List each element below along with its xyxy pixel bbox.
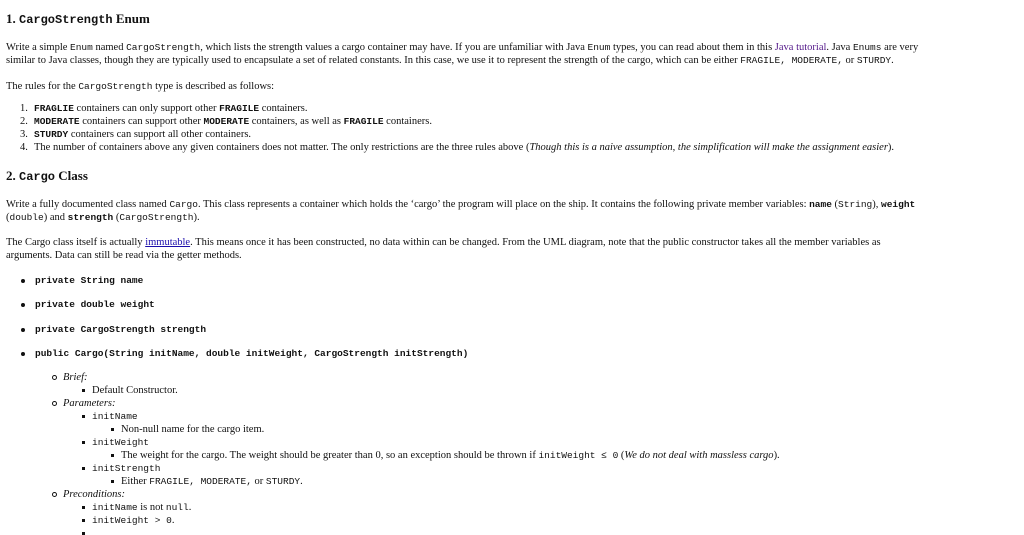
text: ( <box>831 199 839 210</box>
rule-item <box>0 102 1020 115</box>
text: The weight for the cargo. The weight should be greater than 0, so an exception should be thrown if <box>121 450 539 461</box>
text: Non-null name for the cargo item. <box>121 424 265 435</box>
bullet-icon <box>21 352 25 356</box>
bullet-icon <box>21 279 25 283</box>
section-2-heading <box>6 168 88 185</box>
bullet-icon <box>21 328 25 332</box>
text: . Java <box>826 42 853 53</box>
rule-item <box>0 128 1020 141</box>
section-2-title-code: Cargo <box>19 170 56 184</box>
text: arguments. Data can still be read via the getter methods. <box>6 250 242 261</box>
code: CargoStrength <box>126 42 201 53</box>
section-2-intro-paragraph <box>6 198 1016 224</box>
square-bullet-icon <box>82 467 85 470</box>
code: Cargo <box>169 199 198 210</box>
code: initWeight ≤ 0 <box>538 450 619 461</box>
text: type is described as follows: <box>152 81 275 92</box>
text: . <box>171 515 175 526</box>
param-name: initWeight <box>92 437 150 448</box>
text: is not <box>137 502 166 513</box>
rules-list <box>0 102 1020 154</box>
text: named <box>92 42 127 53</box>
code: FRAGLIE <box>34 103 74 114</box>
rule-item <box>0 141 1020 154</box>
text: ) and <box>43 212 68 223</box>
immutable-link[interactable]: immutable <box>145 237 191 248</box>
text: The Cargo class itself is actually <box>6 237 146 248</box>
text: similar to Java classes, though they are typically used to encapsulate a set of related constants. In this case, we use it to represent the strength of the cargo, which can be either <box>6 55 741 66</box>
italic-text: Though this is a naive assumption, the simplification will make the assignment easier <box>529 142 888 153</box>
section-2-title-word: Class <box>58 168 88 183</box>
code: Enum <box>587 42 611 53</box>
text: or <box>251 476 266 487</box>
text: or <box>842 55 857 66</box>
section-1-title-word: Enum <box>115 11 150 26</box>
code: initWeight > 0 <box>92 515 172 526</box>
code: Enum <box>70 42 93 53</box>
brief-text: Default Constructor. <box>92 385 178 396</box>
text: , which lists the strength values a cargo container may have. If you are unfamiliar with Java <box>200 42 588 53</box>
text: The number of containers above any given containers does not matter. The only restrictions are the three rules above ( <box>34 142 530 153</box>
brief-label: Brief: <box>63 372 88 383</box>
member-signature: private String name <box>35 275 144 286</box>
square-bullet-icon <box>111 480 114 483</box>
code: STURDY <box>856 55 892 66</box>
circle-bullet-icon <box>52 375 57 380</box>
text: . <box>300 476 303 487</box>
text: ( <box>113 212 120 223</box>
text: are very <box>881 42 919 53</box>
code: FRAGILE, MODERATE, <box>149 476 252 487</box>
text: containers. <box>259 103 308 114</box>
text: types, you can read about them in this <box>610 42 775 53</box>
square-bullet-icon <box>82 415 85 418</box>
text: . <box>188 502 192 513</box>
code: Enums <box>852 42 882 53</box>
code: name <box>809 199 832 210</box>
code: MODERATE <box>203 116 250 127</box>
text: containers. <box>383 116 432 127</box>
code: FRAGILE, MODERATE, <box>740 55 843 66</box>
section-1-intro-paragraph <box>6 41 1016 67</box>
italic-text: We do not deal with massless cargo <box>624 450 774 461</box>
text: containers can support other <box>79 116 204 127</box>
text: ( <box>6 212 10 223</box>
square-bullet-icon <box>82 506 85 509</box>
circle-bullet-icon <box>52 492 57 497</box>
text: containers can support all other containers. <box>68 129 252 140</box>
list-number: 3. <box>20 129 28 140</box>
code: MODERATE <box>34 116 80 127</box>
rule-item <box>0 115 1020 128</box>
section-2-number: 2. <box>6 168 16 183</box>
member-signature: private CargoStrength strength <box>35 324 207 335</box>
text: ). <box>193 212 200 223</box>
text: ), <box>872 199 882 210</box>
text: . This class represents a container which holds the ‘cargo’ the program will place on the ship. It contains the following private member variables: <box>197 199 810 210</box>
code: initName <box>92 502 138 513</box>
parameters-label: Parameters: <box>63 398 116 409</box>
list-number: 4. <box>20 142 28 153</box>
list-number: 2. <box>20 116 28 127</box>
code: FRAGILE <box>219 103 260 114</box>
member-signature: public Cargo(String initName, double initWeight, CargoStrength initStrength) <box>35 348 469 359</box>
section-1-title-code: CargoStrength <box>19 13 113 27</box>
square-bullet-icon <box>82 389 85 392</box>
text: containers can only support other <box>73 103 220 114</box>
immutable-paragraph <box>6 236 1016 262</box>
text: ( <box>618 450 625 461</box>
list-number: 1. <box>20 103 28 114</box>
text: ). <box>773 450 780 461</box>
code: strength <box>67 212 114 223</box>
param-name: initStrength <box>92 463 161 474</box>
square-bullet-icon <box>111 428 114 431</box>
code: FRAGILE <box>343 116 384 127</box>
code: double <box>9 212 44 223</box>
java-tutorial-link[interactable]: Java tutorial <box>774 42 827 53</box>
preconditions-label: Preconditions: <box>63 489 126 500</box>
code: STURDY <box>265 476 301 487</box>
text: ). <box>887 142 895 153</box>
code: null <box>165 502 189 513</box>
square-bullet-icon <box>111 454 114 457</box>
code: CargoStrength <box>119 212 194 223</box>
rules-intro <box>6 80 274 93</box>
text: Write a fully documented class named <box>6 199 170 210</box>
text: Either <box>121 476 150 487</box>
param-name: initName <box>92 411 138 422</box>
text: . This means once it has been constructed, no data within can be changed. From the UML diagram, note that the public constructor takes all the member variables as <box>190 237 881 248</box>
code: String <box>838 199 873 210</box>
square-bullet-icon <box>82 441 85 444</box>
text: Write a simple <box>6 42 71 53</box>
text: . <box>891 55 894 66</box>
code: CargoStrength <box>78 81 153 92</box>
circle-bullet-icon <box>52 401 57 406</box>
code: STURDY <box>34 129 69 140</box>
member-signature: private double weight <box>35 299 155 310</box>
text: The rules for the <box>6 81 79 92</box>
section-1-number: 1. <box>6 11 16 26</box>
square-bullet-icon <box>82 519 85 522</box>
bullet-icon <box>21 303 25 307</box>
code: weight <box>881 199 916 210</box>
section-1-heading <box>6 11 150 28</box>
text: containers, as well as <box>249 116 344 127</box>
